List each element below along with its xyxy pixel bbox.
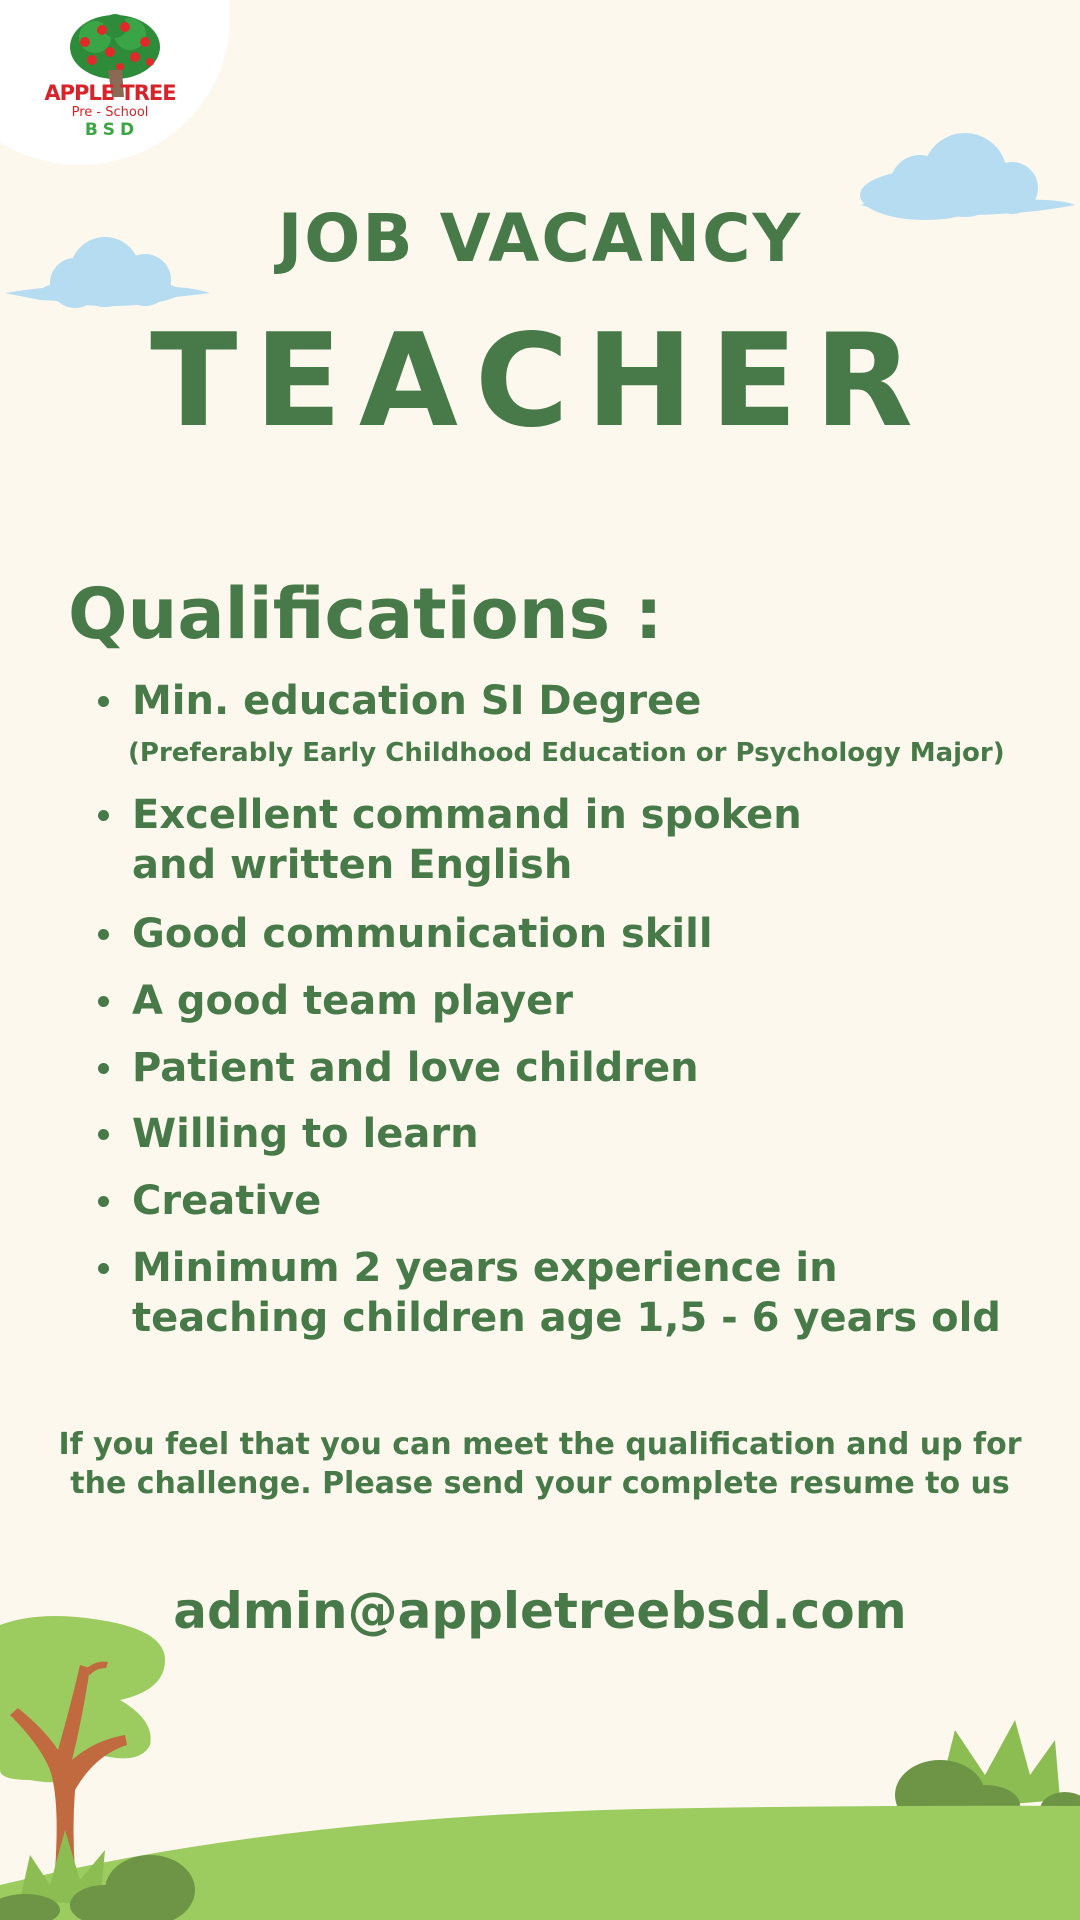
cta-line: If you feel that you can meet the qualification and up for — [58, 1427, 1022, 1462]
svg-text:APPLE TREE: APPLE TREE — [44, 81, 176, 105]
list-item: Min. education SI Degree — [132, 678, 702, 724]
list-item: A good team player — [132, 978, 573, 1024]
position-title: TEACHER — [150, 307, 930, 456]
list-item: Minimum 2 years experience in — [132, 1245, 838, 1291]
list-item: Good communication skill — [132, 911, 713, 957]
call-to-action — [40, 1425, 1040, 1503]
tree-icon — [0, 1616, 165, 1870]
svg-text:BSD: BSD — [84, 120, 140, 140]
svg-text:Pre - School: Pre - School — [71, 105, 149, 120]
bush-icon — [0, 1830, 195, 1920]
list-item: Willing to learn — [132, 1111, 479, 1157]
list-item-continuation: and written English — [132, 842, 573, 888]
qualification-note: (Preferably Early Childhood Education or Psychology Major) — [128, 738, 1005, 768]
contact-email-link[interactable]: admin@appletreebsd.com — [173, 1582, 907, 1640]
qualifications-heading: Qualifications : — [68, 573, 663, 655]
list-item: Creative — [132, 1178, 322, 1224]
job-vacancy-heading: JOB VACANCY — [277, 200, 803, 277]
list-item-continuation: teaching children age 1,5 - 6 years old — [132, 1295, 1001, 1341]
list-item: Excellent command in spoken — [132, 792, 802, 838]
apple-tree-logo-icon — [30, 12, 190, 142]
list-item: Patient and love children — [132, 1045, 699, 1091]
cta-line: the challenge. Please send your complete resume to us — [70, 1466, 1010, 1501]
